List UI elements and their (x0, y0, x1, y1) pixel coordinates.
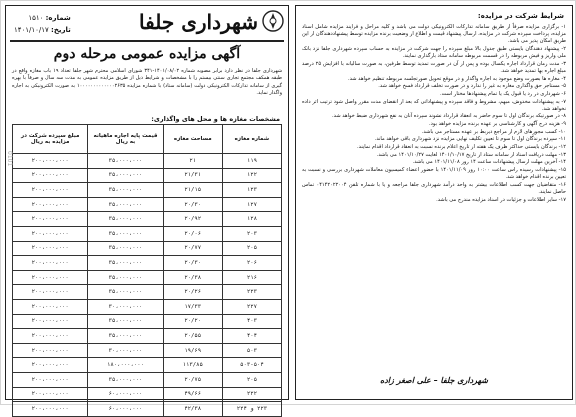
cell-base-rent: ۳۵،۰۰۰،۰۰۰ (88, 256, 163, 271)
table-row (13, 226, 282, 241)
condition-item: ۱۲- برندگان بایستی حداکثر ظرف یک هفته از تاریخ اعلام برنده نسبت به انعقاد قرارداد اقدام نمایند. (357, 144, 566, 150)
notice-meta (14, 12, 71, 36)
cell-deposit: ۲۰۰،۰۰۰،۰۰۰ (13, 154, 88, 169)
cell-area: ۴۲/۳۸ (163, 402, 222, 417)
col-header-deposit: مبلغ سپرده شرکت در مزایده به ریال (13, 125, 88, 154)
cell-base-rent: ۳۵،۰۰۰،۰۰۰ (88, 372, 163, 387)
cell-area: ۲۰/۳۰ (163, 256, 222, 271)
municipality-name: شهرداری جلفا (139, 10, 258, 34)
cell-shop-number: ۲۰۳ (222, 226, 281, 241)
shops-table (12, 124, 282, 417)
table-row (13, 299, 282, 314)
table-row (13, 154, 282, 169)
cell-shop-number: ۱۲۳ (222, 183, 281, 198)
cell-area: ۲۰/۹۲ (163, 212, 222, 227)
cell-shop-number: ۲۲۷ (222, 299, 281, 314)
shops-subheading: مشخصات مغازه ها و محل های واگذاری: (151, 115, 280, 123)
table-row (13, 285, 282, 300)
cell-shop-number: ۴۰۳ (222, 314, 281, 329)
cell-deposit: ۲۰۰،۰۰۰،۰۰۰ (13, 314, 88, 329)
cell-area: ۱۹/۶۹ (163, 343, 222, 358)
condition-item: ۳- مدت زمان قرارداد اجاره یکسال بوده و پس از آن در صورت تمدید توسط طرفین، به صورت سالیانه با افزایش ۲۵ درصد مبلغ اجاره بها تمدید خواهد شد. (302, 60, 566, 74)
cell-shop-number: ۱۱۹ (222, 154, 281, 169)
table-row (13, 270, 282, 285)
cell-deposit: ۲۰۰،۰۰۰،۰۰۰ (13, 402, 88, 417)
cell-area: ۲۱/۳۱ (163, 168, 222, 183)
cell-shop-number: ۵۰۳ (222, 343, 281, 358)
cell-shop-number: ۲۰۵ (222, 241, 281, 256)
cell-base-rent: ۳۵،۰۰۰،۰۰۰ (88, 314, 163, 329)
notice-header (6, 6, 288, 48)
notice-title: آگهی مزایده عمومی مرحله دوم (53, 46, 241, 62)
cell-shop-number: ۱۲۸ (222, 212, 281, 227)
condition-item: ۷- به پیشنهادات مخدوش، مبهم، مشروط و فاقد سپرده و پیشنهاداتی که بعد از انقضای مدت مقرر واصل شود ترتیب اثر داده نخواهد شد. (302, 98, 566, 112)
table-row (13, 197, 282, 212)
table-row (13, 183, 282, 198)
condition-item: ۱۱- سپرده برندگان اول تا سوم تا تعیین تکلیف نهایی مزایده نزد شهرداری باقی خواهد ماند. (374, 136, 566, 143)
cell-deposit: ۲۰۰،۰۰۰،۰۰۰ (13, 241, 88, 256)
conditions-panel (295, 5, 573, 400)
cell-deposit: ۲۰۰،۰۰۰،۰۰۰ (13, 387, 88, 402)
condition-item: ۱- برگزاری مزایده صرفاً از طریق سامانه تدارکات الکترونیکی دولت می باشد و کلیه مراحل و فرایند مزایده شامل اسناد مزایده، پرداخت سپرده شرکت در مزایده، ارسال پیشنهاد قیمت و اطلاع از وضعیت برنده مزایده توسط پیشنهاددهندگان از این طریق امکان پذیر می باشد. (302, 24, 566, 45)
table-row (13, 212, 282, 227)
date-label: تاریخ: (51, 26, 71, 34)
cell-base-rent: ۳۵،۰۰۰،۰۰۰ (88, 154, 163, 169)
cell-shop-number: ۵۰۳-۵۰۴ (222, 358, 281, 373)
condition-item: ۸- در صورتیکه برندگان اول تا سوم حاضر به انعقاد قرارداد نشوند سپرده آنان به نفع شهرداری ضبط خواهد شد. (332, 113, 566, 120)
cell-area: ۲۰/۳۰ (163, 197, 222, 212)
number-value: ۱۵۱۰ (28, 14, 44, 22)
conditions-list (302, 24, 566, 204)
cell-deposit: ۲۰۰،۰۰۰،۰۰۰ (13, 343, 88, 358)
cell-base-rent: ۳۵،۰۰۰،۰۰۰ (88, 226, 163, 241)
cell-base-rent: ۳۰،۰۰۰،۰۰۰ (88, 299, 163, 314)
table-row (13, 168, 282, 183)
cell-base-rent: ۳۵،۰۰۰،۰۰۰ (88, 241, 163, 256)
table-row (13, 358, 282, 373)
cell-shop-number: ۴۰۴ (222, 329, 281, 344)
cell-deposit: ۲۰۰،۰۰۰،۰۰۰ (13, 299, 88, 314)
cell-base-rent: ۳۵،۰۰۰،۰۰۰ (88, 329, 163, 344)
cell-shop-number: ۲۰۵ (222, 372, 281, 387)
municipality-logo-icon (262, 10, 284, 32)
cell-deposit: ۲۰۰،۰۰۰،۰۰۰ (13, 372, 88, 387)
table-row (13, 343, 282, 358)
cell-area: ۲۱/۱۵ (163, 183, 222, 198)
cell-base-rent: ۳۵،۰۰۰،۰۰۰ (88, 270, 163, 285)
cell-base-rent: ۳۵،۰۰۰،۰۰۰ (88, 183, 163, 198)
signature: شهرداری جلفا – علی اصغر زاده (380, 375, 488, 385)
cell-deposit: ۲۰۰،۰۰۰،۰۰۰ (13, 358, 88, 373)
table-row (13, 256, 282, 271)
cell-shop-number: ۱۲۲ (222, 168, 281, 183)
cell-shop-number: ۲۰۶ (222, 256, 281, 271)
condition-item: ۶- شهرداری در رد یا قبول یک یا تمام پیشنهادها مختار است. (439, 90, 566, 97)
cell-deposit: ۲۰۰،۰۰۰،۰۰۰ (13, 197, 88, 212)
condition-item: ۱۳- مهلت دریافت اسناد از سامانه ستاد از تاریخ ۱۴۰۱/۱۰/۱۷ لغایت ۱۴۰۱/۱۰/۲۷ می باشد. (376, 151, 566, 158)
condition-item: ۵- مستاجر حق واگذاری مغازه به غیر را ندارد و در صورت تخلف قرارداد فسخ خواهد شد. (378, 83, 566, 90)
condition-item: ۱۵- پیشنهادات رسیده راس ساعت ۱۰:۰۰ روز ۱۴۰۱/۱۱/۰۹ با حضور اعضاء کمیسیون معاملات شهرداری بررسی و نسبت به تعیین برنده اقدام خواهد شد. (302, 166, 566, 181)
table-row (13, 329, 282, 344)
cell-shop-number: ۲۱۶ (222, 270, 281, 285)
table-header-row (13, 125, 282, 154)
cell-deposit: ۲۰۰،۰۰۰،۰۰۰ (13, 183, 88, 198)
cell-area: ۲۰/۷۵ (163, 372, 222, 387)
condition-item: ۴- مغازه ها بصورت وضع موجود به اجاره واگذار و در موقع تحویل صورتجلسه مربوطه تنظیم خواهد شد. (347, 75, 566, 82)
table-body (13, 154, 282, 417)
cell-area: ۲۰/۷۷ (163, 241, 222, 256)
cell-base-rent: ۶۰،۰۰۰،۰۰۰ (88, 402, 163, 417)
col-header-shop-number: شماره مغازه (222, 125, 281, 154)
condition-item: ۱۷- سایر اطلاعات و جزئیات در اسناد مزایده مندرج می باشد. (436, 196, 566, 203)
cell-deposit: ۲۰۰،۰۰۰،۰۰۰ (13, 226, 88, 241)
cell-area: ۲۰/۰۶ (163, 226, 222, 241)
table-row (13, 314, 282, 329)
cell-deposit: ۲۰۰،۰۰۰،۰۰۰ (13, 270, 88, 285)
cell-shop-number: ۲۲۲ (222, 387, 281, 402)
cell-area: ۲۱ (163, 154, 222, 169)
conditions-heading: شرایط شرکت در مزایده: (477, 12, 564, 20)
condition-item: ۱۶- متقاضیان جهت کسب اطلاعات بیشتر به واحد درآمد شهرداری جلفا مراجعه و یا با شماره تلفن ۰۴۱۴۲۰۲۲۰۰۴ تماس حاصل نمایند. (302, 181, 566, 195)
cell-area: ۲۰/۵۵ (163, 329, 222, 344)
cell-base-rent: ۶۰،۰۰۰،۰۰۰ (88, 387, 163, 402)
table-row (13, 372, 282, 387)
date-value: ۱۴۰۱/۱۰/۱۷ (14, 26, 49, 34)
cell-shop-number: ۱۲۷ (222, 197, 281, 212)
cell-shop-number: ۲۲۳ (222, 285, 281, 300)
cell-area: ۱۱۳/۸۵ (163, 358, 222, 373)
margin-stamp: 0101 (6, 151, 13, 167)
cell-base-rent: ۱۸۰،۰۰۰،۰۰۰ (88, 358, 163, 373)
cell-area: ۲۰/۲۶ (163, 285, 222, 300)
cell-base-rent: ۳۵،۰۰۰،۰۰۰ (88, 197, 163, 212)
cell-base-rent: ۳۰،۰۰۰،۰۰۰ (88, 343, 163, 358)
cell-base-rent: ۳۵،۰۰۰،۰۰۰ (88, 285, 163, 300)
auction-notice-panel (5, 5, 289, 412)
col-header-base-rent: قیمت پایه اجاره ماهیانه به ریال (88, 125, 163, 154)
cell-base-rent: ۳۵،۰۰۰،۰۰۰ (88, 168, 163, 183)
cell-base-rent: ۳۵،۰۰۰،۰۰۰ (88, 212, 163, 227)
condition-item: ۱۴- آخرین مهلت ارسال پیشنهادات ساعت ۱۴ روز ۱۴۰۱/۱۱/۰۸ می باشد. (412, 159, 566, 166)
cell-deposit: ۲۰۰،۰۰۰،۰۰۰ (13, 256, 88, 271)
notice-intro-paragraph: شهرداری جلفا در نظر دارد برابر مصوبه شماره ۱۴۰۱/۰۸/۰۲-۳۴۱ شورای اسلامی محترم شهر جلفا تعداد ۱۹ باب مغازه واقع در طبقه همکف مجتمع تجاری سنتی بیستم را با مشخصات و شرایط ذیل از طریق مزایده عمومی به مدت سه سال و صرفاً با بهره گیری از سامانه تدارکات الکترونیکی دولت (سامانه ستاد) با شماره مزایده ۱۰۰۰۰۰۰۰۰۰۰۰۰۰۲۶۳۵ به صورت الکترونیکی به اجاره واگذار نماید. (12, 68, 283, 97)
col-header-area: مساحت مغازه (163, 125, 222, 154)
cell-area: ۱۷/۳۳ (163, 299, 222, 314)
cell-deposit: ۲۰۰،۰۰۰،۰۰۰ (13, 285, 88, 300)
table-row (13, 241, 282, 256)
header-divider (10, 40, 284, 42)
condition-item: ۱۰- کسب مجوزهای لازم از مراجع ذیربط بر عهده مستاجر می باشد. (421, 128, 566, 135)
cell-deposit: ۲۰۰،۰۰۰،۰۰۰ (13, 329, 88, 344)
table-row (13, 402, 282, 417)
number-label: شماره: (45, 14, 71, 22)
cell-deposit: ۲۰۰،۰۰۰،۰۰۰ (13, 212, 88, 227)
table-row (13, 387, 282, 402)
cell-area: ۲۰/۲۰ (163, 314, 222, 329)
cell-deposit: ۲۰۰،۰۰۰،۰۰۰ (13, 168, 88, 183)
condition-item: ۹- هزینه درج آگهی و کارشناسی بر عهده برنده مزایده خواهد بود. (429, 121, 566, 128)
cell-shop-number: ۲۲۳ و ۲۲۴ (222, 402, 281, 417)
cell-area: ۲۰/۳۸ (163, 270, 222, 285)
cell-area: ۴۹/۶۶ (163, 387, 222, 402)
condition-item: ۲- پیشنهاد دهندگان بایستی طبق جدول بالا مبلغ سپرده را جهت شرکت در مزایده به حساب سپرده شهرداری جلفا نزد بانک ملی واریز و فیش مربوطه را در قسمت مربوطه سامانه ستاد بارگذاری نمایند. (302, 45, 566, 60)
